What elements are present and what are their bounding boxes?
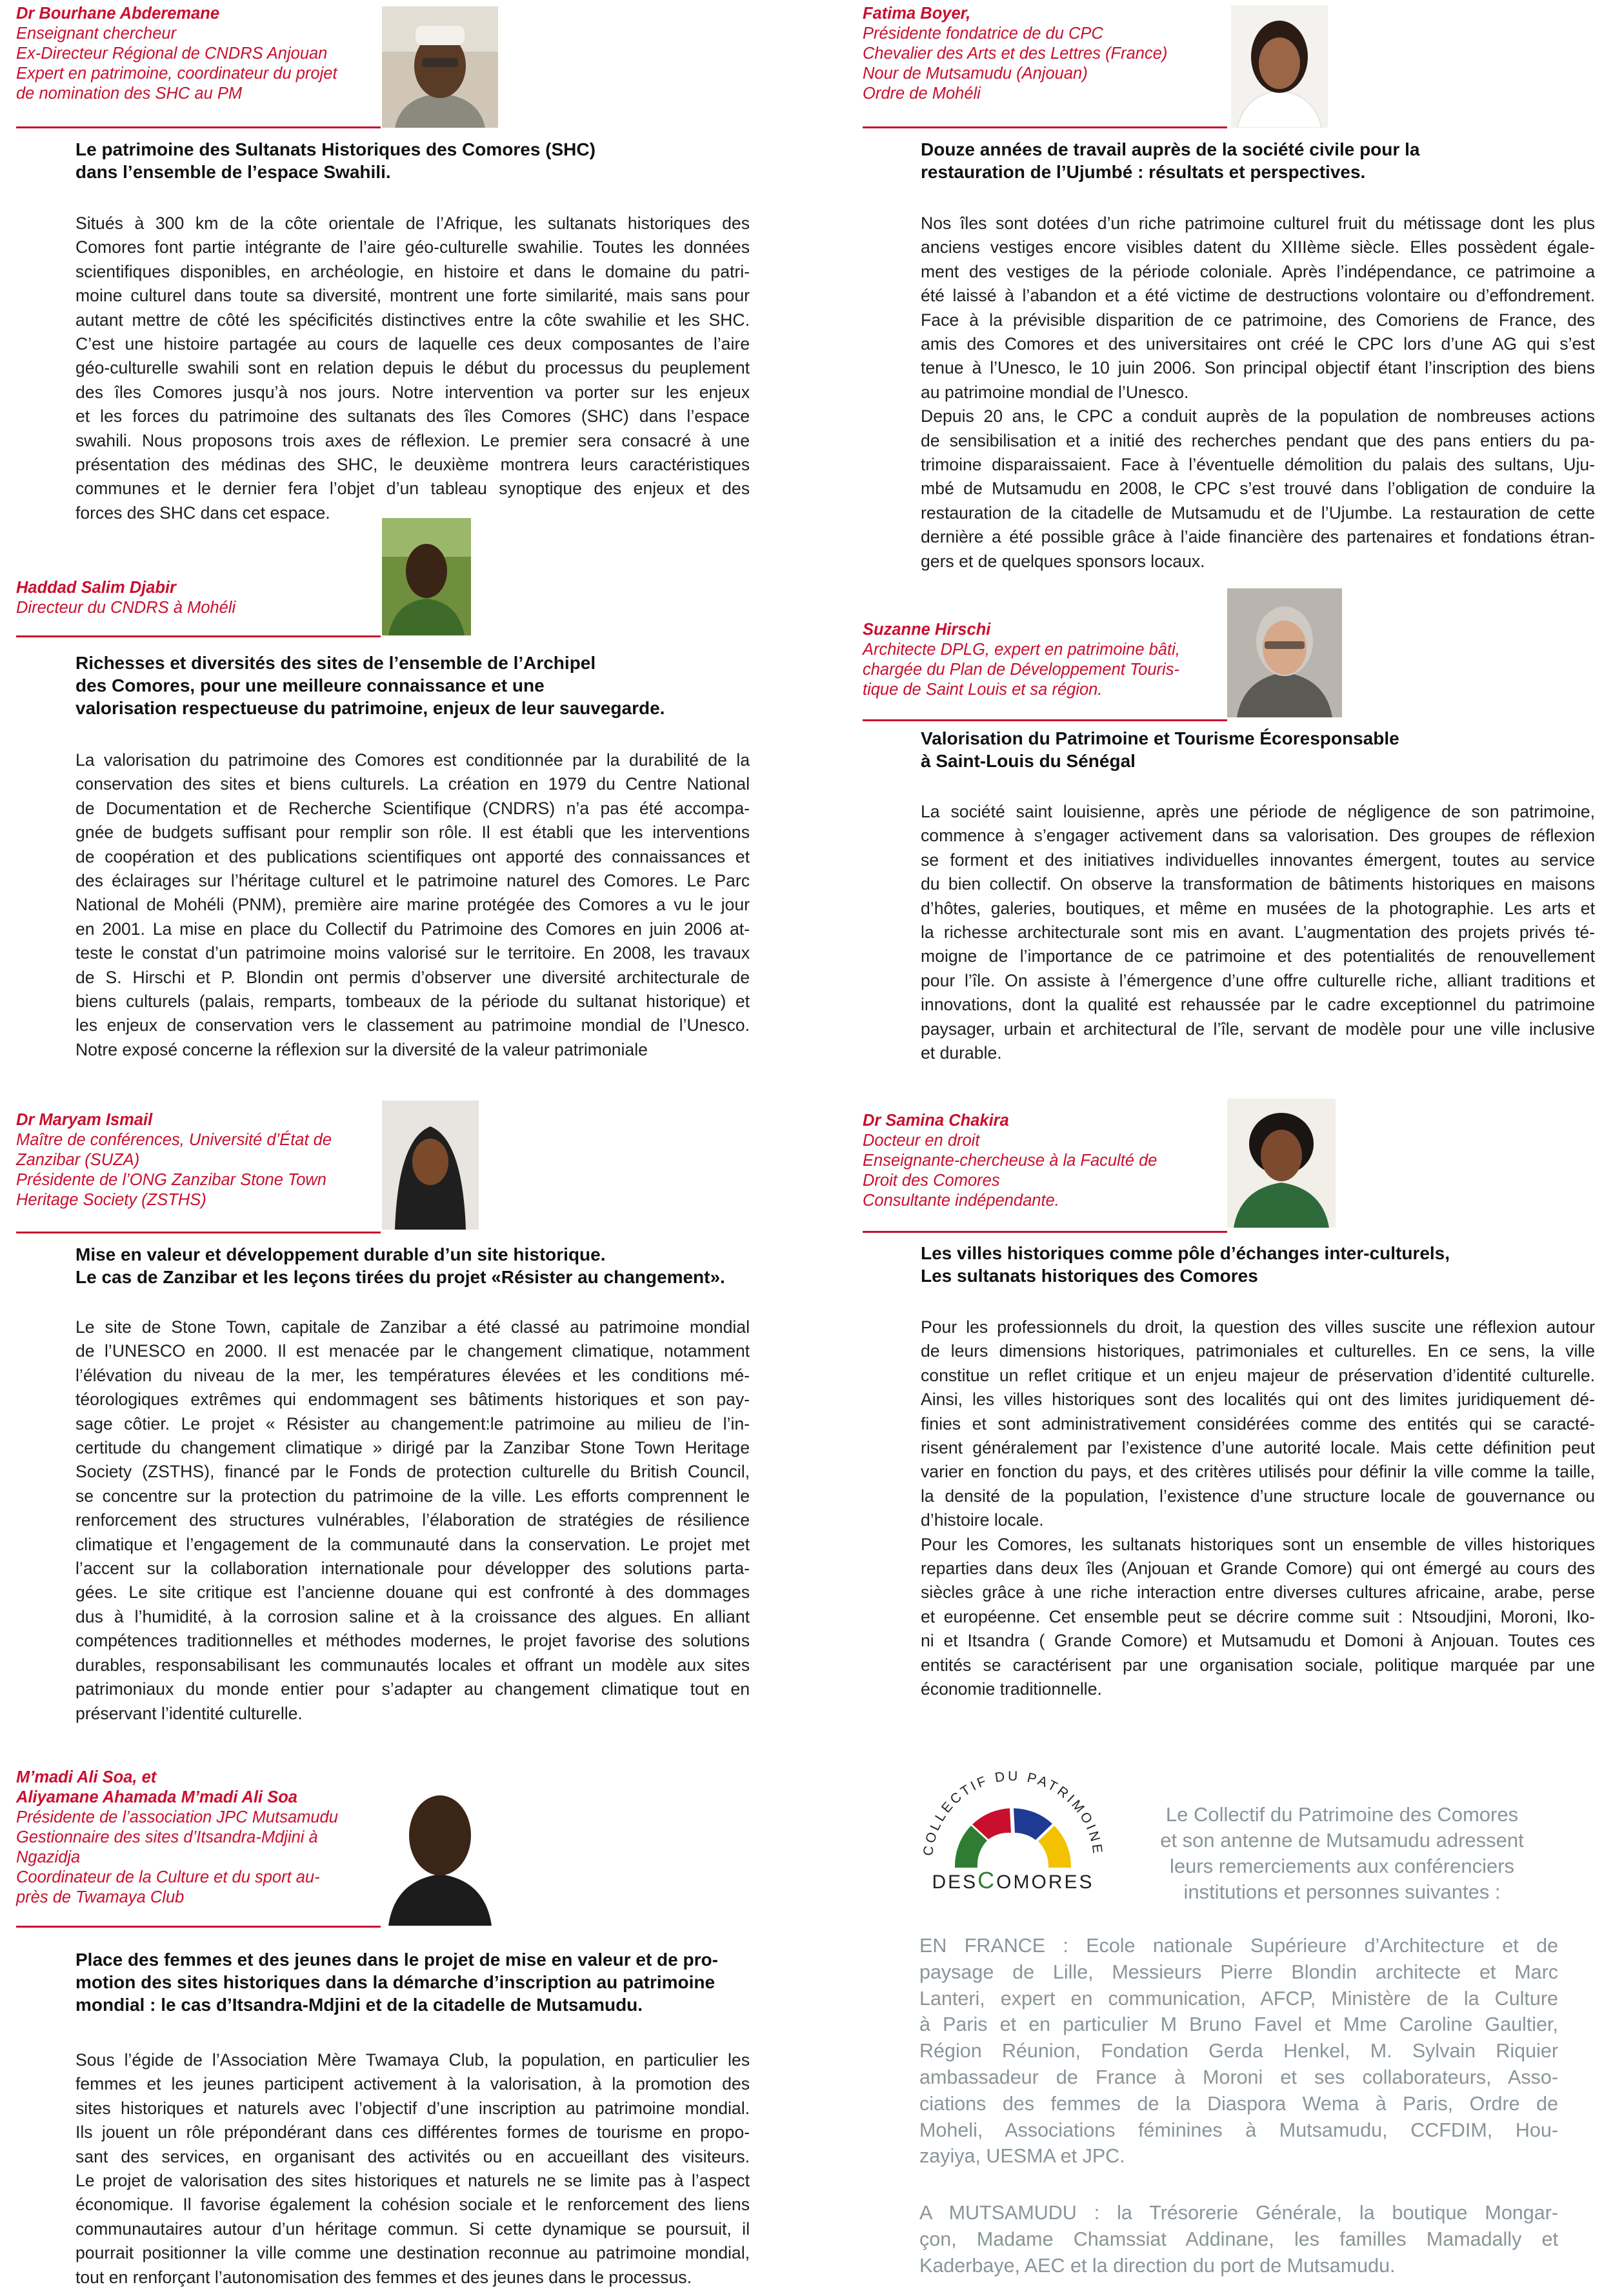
logo-arc-text: COLLECTIF DU PATRIMOINE (921, 1768, 1105, 1857)
speaker-role: Directeur du CNDRS à Mohéli (16, 599, 236, 617)
speaker-role: Enseignant chercheur (16, 25, 177, 43)
speaker-name: Dr Samina Chakira (863, 1112, 1009, 1130)
speaker-role: Docteur en droit (863, 1132, 980, 1150)
speaker-abderemane-credentials (16, 4, 377, 104)
talk-abstract: La société saint louisienne, après une période de négligence de son patrimoine, commence à s’engager activement dans sa valorisation. Des groupes de réflexion se forment et des initiatives individuelles innovantes émergent, toutes au service du bien collectif. On observe la transformation de bâtiments historiques en maisons d’hôtes, galeries, boutiques, et même en musées de la photographie. Les arts et la richesse architecturale sont mis en avant. L’augmentation des projets privés té- moigne de l’importance de ce patrimoine et des potentialités de renouvellement pour l’île. On assiste à l’émergence d’une offre culturelle riche, alliant traditions et innovations, dont la qualité est rehaussée par le cadre exceptionnel du patrimoine paysager, urbain et architectural de l’île, servant de modèle pour une ville inclusive et durable. (921, 802, 1595, 1063)
logo-wordmark: DESCOMORES (932, 1867, 1094, 1893)
speaker-name: M’madi Ali Soa, et (16, 1768, 157, 1786)
speaker-role: Heritage Society (ZSTHS) (16, 1191, 206, 1209)
speaker-chakira-credentials (863, 1111, 1224, 1211)
speaker-role: Présidente fondatrice de du CPC (863, 25, 1103, 43)
divider (16, 1232, 381, 1233)
speaker-role: Maître de conférences, Université d’État de (16, 1131, 332, 1149)
speaker-role: Zanzibar (SUZA) (16, 1151, 140, 1169)
talk-abstract: La valorisation du patrimoine des Comores est conditionnée par la durabilité de la conservation des sites et biens culturels. La création en 1979 du Centre National de Documentation et de Recherche Scientifique (CNDRS) n’a pas été accompa- gnée de budgets suffisant pour remplir son rôle. Il est établi que les interventions de coopération et des publications scientifiques ont apporté des connaissances et des éclairages sur l’héritage culturel et le patrimoine naturel des Comores. Le Parc National de Mohéli (PNM), première aire marine protégée des Comores a vu le jour en 2001. La mise en place du Collectif du Patrimoine des Comores en juin 2006 at- teste le constat d’un patrimoine moins valorisé sur le territoire. En 2008, les travaux de S. Hirschi et P. Blondin ont permis d’observer une diversité architecturale de biens culturels (palais, remparts, tombeaux de la période du sultanat historique) et les enjeux de conservation vers le classement au patrimoine mondial de l’Unesco. Notre exposé concerne la réflexion sur la diversité de la valeur patrimoniale (75, 750, 750, 1059)
speaker-role: Nour de Mutsamudu (Anjouan) (863, 65, 1088, 83)
talk-title: Valorisation du Patrimoine et Tourisme Écoresponsable à Saint-Louis du Sénégal (921, 728, 1399, 771)
thanks-france: EN FRANCE : Ecole nationale Supérieure d’Architecture et de paysage de Lille, Messieurs Pierre Blondin architecte et Marc Lanteri, expert en communication, AFCP, Ministère de la Culture à Paris et en particulier M Bruno Favel et Mme Caroline Gaultier, Région Réunion, Fondation Gerda Henkel, M. Sylvain Riquier ambassadeur de France à Moroni et ses collaborateurs, Asso- ciations des femmes de la Diaspora Wema à Paris, Ordre de Moheli, Associations féminines à Mutsamudu, CCFDIM, Hou- zayiya, UESMA et JPC. (919, 1935, 1558, 2168)
talk-abstract: Le site de Stone Town, capitale de Zanzibar a été classé au patrimoine mondial de l’UNESCO en 2000. Il est menacée par le changement climatique, notamment l’élévation du niveau de la mer, les températures élevées et les conditions mé- téorologiques extrêmes qui endommagent ses bâtiments historiques et son pay- sage côtier. Le projet « Résister au changement:le patrimoine au milieu de l’in- certitude du changement climatique » dirigé par la Zanzibar Stone Town Heritage Society (ZSTHS), financé par le Fonds de protection culturelle du British Council, se concentre sur la protection du patrimoine de la ville. Les efforts comprennent le renforcement des structures vulnérables, l’élaboration de stratégies de résilience climatique et l’engagement de la communauté dans la conservation. Le projet met l’accent sur la collaboration internationale pour développer des solutions parta- gées. Le site critique est l’ancienne douane qui est confronté à des dommages dus à l’humidité, à la corrosion saline et à la croissance des algues. En alliant compétences traditionnelles et méthodes modernes, le projet favorise des solutions durables, responsabilisant les communautés locales et offrant un modèle aux sites patrimoniaux du monde entier pour s’adapter au changement climatique tout en préservant l’identité culturelle. (75, 1317, 750, 1723)
speaker-djabir-credentials (16, 578, 377, 618)
speaker-ismail-credentials (16, 1110, 390, 1210)
portrait-hirschi (1227, 588, 1342, 717)
portrait-chakira (1227, 1099, 1336, 1228)
speaker-name: Haddad Salim Djabir (16, 579, 176, 597)
speaker-soa-credentials (16, 1768, 390, 1908)
divider (863, 719, 1227, 721)
speaker-role: Présidente de l’ONG Zanzibar Stone Town (16, 1171, 326, 1189)
speaker-role: Ngazidja (16, 1848, 81, 1866)
portrait-djabir (382, 518, 471, 635)
talk-abstract: Sous l’égide de l’Association Mère Twamaya Club, la population, en particulier les femmes et les jeunes participent activement à la valorisation, à la promotion des sites historiques et naturels avec l’objectif d’une inscription au patrimoine mondial. Ils jouent un rôle prépondérant dans ces différentes formes de tourisme en propo- sant des services, en organisant des activités ou en accueillant des visiteurs. Le projet de valorisation des sites historiques et naturels ne se limite pas à l’aspect économique. Il favorise également la cohésion sociale et le renforcement des liens communautaires autour d’un héritage commun. Si cette dynamique se poursuit, il pourrait positionner la ville comme une destination reconnue au patrimoine mondial, tout en renforçant l’autonomisation des femmes et des jeunes dans le processus. (75, 2050, 750, 2287)
talk-title: Richesses et diversités des sites de l’ensemble de l’Archipel des Comores, pour une meilleure connaissance et une valorisation respectueuse du patrimoine, enjeux de leur sauvegarde. (75, 653, 665, 718)
talk-title: Place des femmes et des jeunes dans le projet de mise en valeur et de pro- motion des sites historiques dans la démarche d’inscription au patrimoine mondial : le cas d’Itsandra-Mdjini et de la citadelle de Mutsamudu. (75, 1950, 718, 2015)
talk-title: Les villes historiques comme pôle d’échanges inter-culturels, Les sultanats historiques des Comores (921, 1243, 1450, 1286)
talk-abstract: Situés à 300 km de la côte orientale de l’Afrique, les sultanats historiques des Comores font partie intégrante de l’aire géo-culturelle swahilie. Toutes les données scientifiques disponibles, en archéologie, en histoire et dans le domaine du patri- moine culturel dans toute sa diversité, montrent une forte similarité, mais sans pour autant mettre de côté les spécificités distinctives entre la côte swahilie et les SHC. C’est une histoire partagée au cours de laquelle ces deux composantes de l’aire géo-culturelle swahili sont en relation depuis le début du processus du peuplement des îles Comores jusqu’à nos jours. Notre intervention va porter sur les enjeux et les forces du patrimoine des sultanats des îles Comores (SHC) dans l’espace swahili. Nous proposons trois axes de réflexion. Le premier sera consacré à une présentation des médinas des SHC, le deuxième montrera leurs caractéristiques communes et le dernier fera l’objet d’un tableau synoptique des enjeux et des forces des SHC dans cet espace. (75, 214, 750, 523)
speaker-role: Gestionnaire des sites d’Itsandra-Mdjini à (16, 1828, 318, 1846)
speaker-name-2: Aliyamane Ahamada M’madi Ali Soa (16, 1788, 297, 1806)
talk-abstract: Nos îles sont dotées d’un riche patrimoine culturel fruit du métissage dont les plus anciens vestiges encore visibles datent du XIIIème siècle. Elles possèdent égale- ment des vestiges de la période coloniale. Après l’indépendance, ce patrimoine a été laissé à l’abandon et a été victime de destructions volontaire ou d’effondrement. Face à la prévisible disparition de ce patrimoine, des Comoriens de France, des amis des Comores et des universitaires ont créé le CPC lors d’une AG qui s’est tenue à l’Unesco, le 10 juin 2006. Son principal objectif étant l’inscription des biens au patrimoine mondial de l’Unesco. Depuis 20 ans, le CPC a conduit auprès de la population de nombreuses actions de sensibilisation et a initié des recherches pendant que des pans entiers du pa- trimoine disparaissaient. Face à l’éventuelle démolition du palais des sultans, Uju- mbé de Mutsamudu en 2008, le CPC s’est trouvé dans l’obligation de conduire la restauration de la citadelle de Mutsamudu et de l’Ujumbe. La restauration de cette dernière a été possible grâce à l’aide financière des partenaires et fondations étran- gers et de quelques sponsors locaux. (921, 214, 1595, 571)
portrait-boyer (1231, 5, 1328, 128)
speaker-role: Architecte DPLG, expert en patrimoine bâti, (863, 641, 1180, 659)
portrait-abderemane (382, 6, 498, 128)
speaker-role: Expert en patrimoine, coordinateur du projet (16, 65, 337, 83)
divider (863, 1231, 1227, 1233)
speaker-role: Coordinateur de la Culture et du sport au- (16, 1868, 320, 1886)
speaker-name: Suzanne Hirschi (863, 621, 991, 639)
speaker-role: chargée du Plan de Développement Touris- (863, 661, 1179, 679)
speaker-role: Chevalier des Arts et des Lettres (France) (863, 45, 1168, 63)
speaker-role: de nomination des SHC au PM (16, 85, 243, 103)
divider (16, 635, 381, 637)
talk-title: Douze années de travail auprès de la société civile pour la restauration de l’Ujumbé : résultats et perspectives. (921, 139, 1420, 182)
thanks-heading: Le Collectif du Patrimoine des Comores et son antenne de Mutsamudu adressent leurs remerciements aux conférenciers institutions et personnes suivantes : (1160, 1803, 1524, 1903)
speaker-role: Enseignante-chercheuse à la Faculté de (863, 1152, 1157, 1170)
speaker-boyer-credentials (863, 4, 1224, 104)
talk-title: Mise en valeur et développement durable d’un site historique. Le cas de Zanzibar et les leçons tirées du projet «Résister au changement». (75, 1244, 725, 1287)
portrait-soa (382, 1771, 498, 1926)
speaker-role: tique de Saint Louis et sa région. (863, 681, 1103, 699)
speaker-name: Dr Maryam Ismail (16, 1111, 153, 1129)
speaker-name: Dr Bourhane Abderemane (16, 5, 220, 23)
portrait-ismail (382, 1101, 479, 1230)
talk-title: Le patrimoine des Sultanats Historiques des Comores (SHC) dans l’ensemble de l’espace Swahili. (75, 139, 596, 182)
speaker-role: Ordre de Mohéli (863, 85, 981, 103)
divider (16, 1926, 381, 1928)
divider (863, 126, 1227, 128)
speaker-role: Droit des Comores (863, 1172, 1000, 1190)
talk-abstract: Pour les professionnels du droit, la question des villes suscite une réflexion autour de leurs dimensions historiques, patrimoniales et culturelles. En ce sens, la ville constitue un reflet critique et un enjeu majeur de préservation d’identité culturelle. Ainsi, les villes historiques sont des localités qui ont des limites juridiquement dé- finies et sont administrativement considérées comme des entités qui se caracté- risent généralement par l’existence d’une autorité locale. Mais cette définition peut varier en fonction du pays, et des critères utilisés pour définir la ville comme la taille, la densité de la population, l’existence d’une structure locale de gouvernance ou d’histoire locale. Pour les Comores, les sultanats historiques sont un ensemble de villes historiques reparties dans deux îles (Anjouan et Grande Comore) qui ont émergé au cours des siècles grâce à une riche interaction entre diverses cultures africaine, arabe, perse et européenne. Cet ensemble peut se décrire comme suit : Ntsoudjini, Moroni, Iko- ni et Itsandra ( Grande Comore) et Mutsamudu et Domoni à Anjouan. Toutes ces entités se caractérisent par une organisation sociale, politique marquée par une économie traditionnelle. (921, 1317, 1595, 1699)
speaker-name: Fatima Boyer, (863, 5, 971, 23)
collectif-patrimoine-logo (907, 1764, 1119, 1893)
speaker-role: Ex-Directeur Régional de CNDRS Anjouan (16, 45, 328, 63)
speaker-role: Consultante indépendante. (863, 1192, 1059, 1210)
speaker-role: Présidente de l’association JPC Mutsamudu (16, 1808, 338, 1826)
thanks-mutsamudu: A MUTSAMUDU : la Trésorerie Générale, la boutique Mongar- çon, Madame Chamssiat Addinane, les familles Mamadally et Kaderbaye, AEC et la direction du port de Mutsamudu. (919, 2202, 1558, 2277)
speaker-hirschi-credentials (863, 620, 1224, 700)
speaker-role: près de Twamaya Club (16, 1888, 185, 1906)
divider (16, 126, 381, 128)
